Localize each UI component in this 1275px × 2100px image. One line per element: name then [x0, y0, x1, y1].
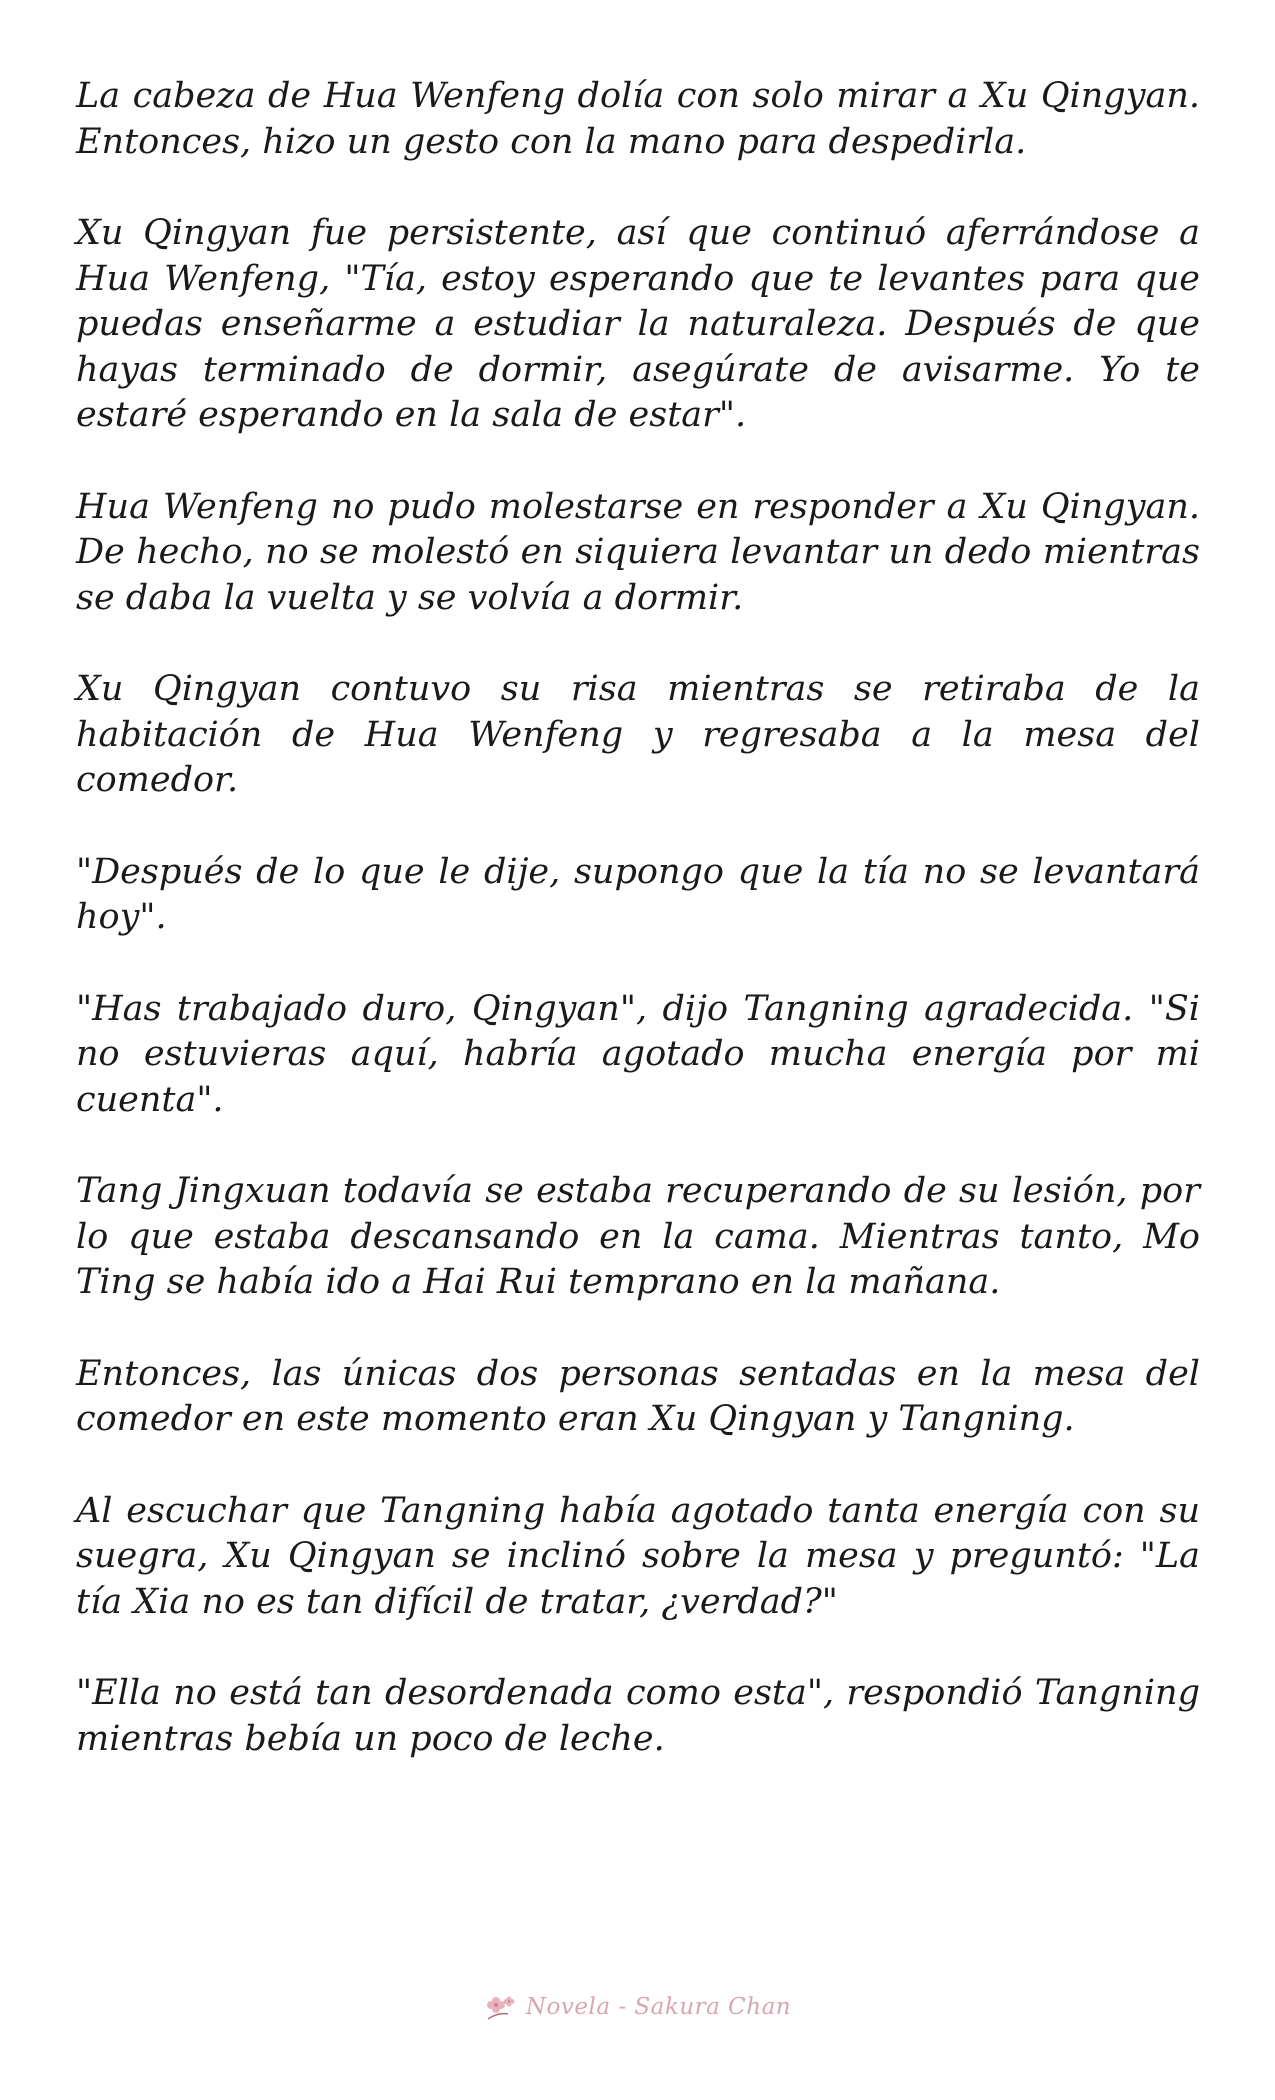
paragraph-8: Entonces, las únicas dos personas sentadas en la mesa del comedor en este momento eran Xu Qingyan y Tangning. [76, 1353, 1200, 1439]
paragraph-7: Tang Jingxuan todavía se estaba recuperando de su lesión, por lo que estaba descansando en la cama. Mientras tanto, Mo Ting se había ido a Hai Rui temprano en la mañana. [76, 1171, 1200, 1302]
paragraph-3: Hua Wenfeng no pudo molestarse en responder a Xu Qingyan. De hecho, no se molestó en siquiera levantar un dedo mientras se daba la vuelta y se volvía a dormir. [76, 486, 1200, 618]
paragraph-2: Xu Qingyan fue persistente, así que continuó aferrándose a Hua Wenfeng, "Tía, estoy esperando que te levantes para que puedas enseñarme a estudiar la naturaleza. Después de que hayas terminado de dormir, asegúrate de avisarme. Yo te estaré esperando en la sala de estar". [76, 213, 1200, 435]
paragraph-9: Al escuchar que Tangning había agotado tanta energía con su suegra, Xu Qingyan se inclinó sobre la mesa y preguntó: "La tía Xia no es tan difícil de tratar, ¿verdad?" [76, 1490, 1200, 1622]
footer-watermark [0, 1992, 1275, 2022]
document-body [76, 74, 1200, 1808]
footer-text: Novela - Sakura Chan [525, 1994, 792, 2020]
paragraph-10: "Ella no está tan desordenada como esta", respondió Tangning mientras bebía un poco de leche. [76, 1673, 1200, 1759]
paragraph-1: La cabeza de Hua Wenfeng dolía con solo mirar a Xu Qingyan. Entonces, hizo un gesto con la mano para despedirla. [76, 76, 1200, 162]
paragraph-4: Xu Qingyan contuvo su risa mientras se retiraba de la habitación de Hua Wenfeng y regresaba a la mesa del comedor. [76, 669, 1200, 800]
paragraph-6: "Has trabajado duro, Qingyan", dijo Tangning agradecida. "Si no estuvieras aquí, habría agotado mucha energía por mi cuenta". [76, 988, 1200, 1120]
sakura-blossom-icon [484, 1992, 520, 2022]
paragraph-5: "Después de lo que le dije, supongo que la tía no se levantará hoy". [76, 851, 1200, 937]
